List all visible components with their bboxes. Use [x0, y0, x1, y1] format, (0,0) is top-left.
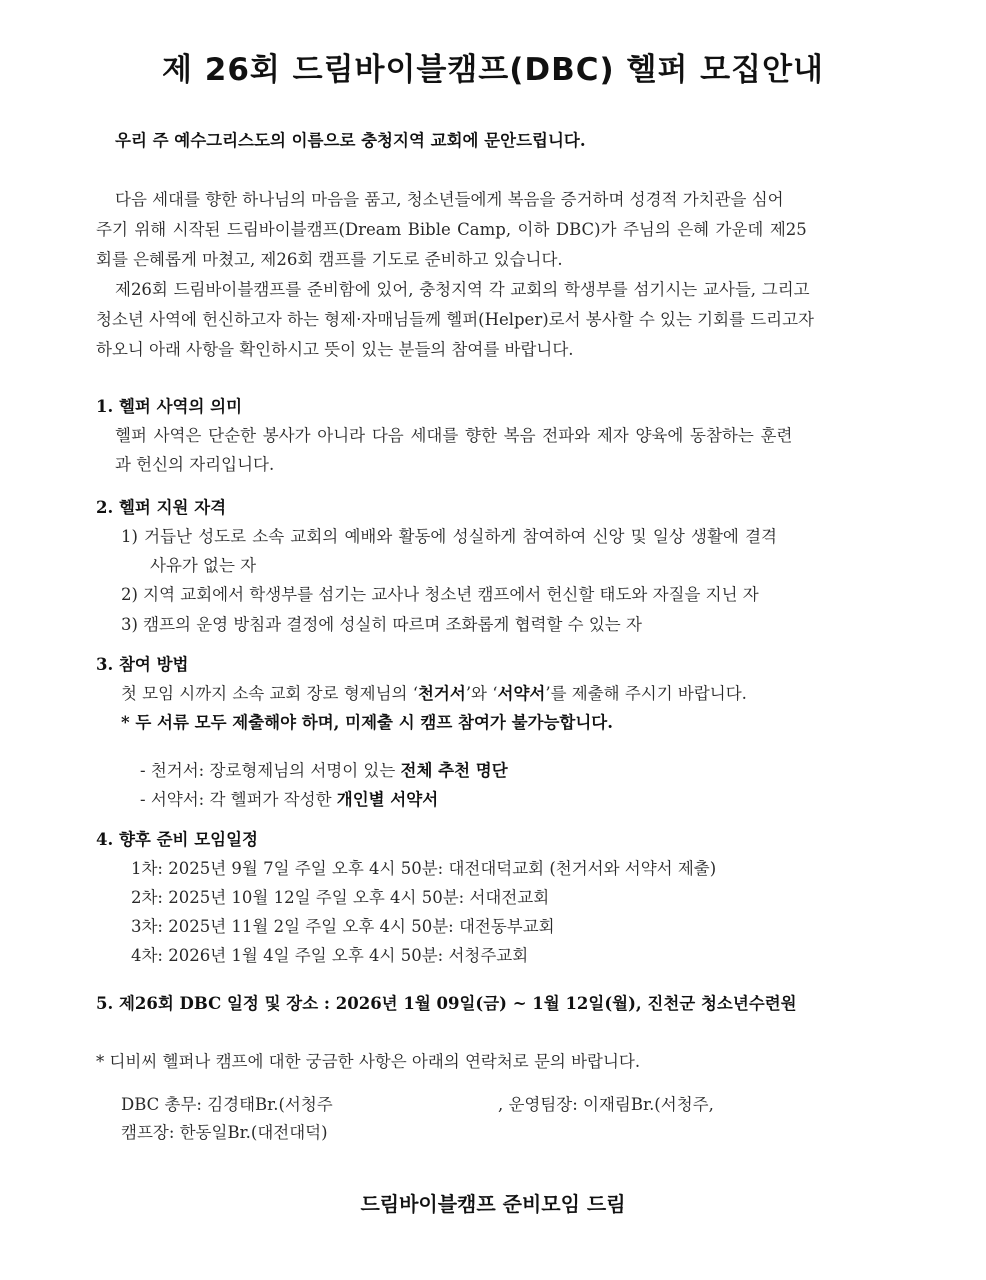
participation-text — [121, 683, 747, 705]
contact-line: , 운영팀장: 이재림Br.(서청주, — [498, 1095, 714, 1114]
qualification-item: 3) 캠프의 운영 방침과 결정에 성실히 따르며 조화롭게 협력할 수 있는 자 — [121, 615, 642, 634]
text-segment: ’와 ‘ — [465, 684, 498, 703]
intro-line — [115, 189, 890, 211]
document-detail — [140, 789, 438, 811]
section-heading: 3. 참여 방법 — [96, 655, 189, 674]
meeting-item: 3차: 2025년 11월 2일 주일 오후 4시 50분: 대전동부교회 — [131, 917, 555, 936]
qualification-item: 1) 거듭난 성도로 소속 교회의 예배와 활동에 성실하게 참여하여 신앙 및 일상 생활에 결격 — [121, 527, 777, 546]
meeting-item: 4차: 2026년 1월 4일 주일 오후 4시 50분: 서청주교회 — [131, 946, 529, 965]
recommendation-form: 천거서 — [417, 684, 466, 703]
intro-line: 하오니 아래 사항을 확인하시고 뜻이 있는 분들의 참여를 바랍니다. — [96, 340, 574, 359]
text-segment: - 서약서: 각 헬퍼가 작성한 — [140, 790, 337, 809]
intro-line: 주기 위해 시작된 드림바이블캠프(Dream Bible Camp, 이하 DBC)가 주님의 은혜 가운데 제25 — [96, 220, 807, 239]
closing-signature: 드림바이블캠프 준비모임 드림 — [360, 1192, 626, 1216]
page-title: 제 26회 드림바이블캠프(DBC) 헬퍼 모집안내 — [162, 52, 824, 88]
qualification-item: 2) 지역 교회에서 학생부를 섬기는 교사나 청소년 캠프에서 헌신할 태도와 자질을 지닌 자 — [121, 585, 759, 604]
section-heading: 5. 제26회 DBC 일정 및 장소 : 2026년 1월 09일(금) ~ 1월 12일(월), 진천군 청소년수련원 — [96, 994, 797, 1013]
section-text: 과 헌신의 자리입니다. — [115, 455, 275, 474]
text-segment: 첫 모임 시까지 소속 교회 장로 형제님의 ‘ — [121, 684, 418, 703]
text-segment: - 천거서: 장로형제님의 서명이 있는 — [140, 761, 401, 780]
warning-note: * 두 서류 모두 제출해야 하며, 미제출 시 캠프 참여가 불가능합니다. — [121, 713, 613, 732]
section-heading: 2. 헬퍼 지원 자격 — [96, 498, 227, 517]
intro-text: 다음 세대를 향한 하나님의 마음을 품고, 청소년들에게 복음을 증거하며 성경적 가치관을 심어 — [115, 190, 784, 209]
contact-note: * 디비씨 헬퍼나 캠프에 대한 궁금한 사항은 아래의 연락처로 문의 바랍니다. — [96, 1052, 641, 1071]
intro-line: 회를 은혜롭게 마쳤고, 제26회 캠프를 기도로 준비하고 있습니다. — [96, 250, 563, 269]
meeting-item: 1차: 2025년 9월 7일 주일 오후 4시 50분: 대전대덕교회 (천거서와 서약서 제출) — [131, 859, 717, 878]
greeting: 우리 주 예수그리스도의 이름으로 충청지역 교회에 문안드립니다. — [115, 131, 586, 150]
meeting-item: 2차: 2025년 10월 12일 주일 오후 4시 50분: 서대전교회 — [131, 888, 550, 907]
section-text: 헬퍼 사역은 단순한 봉사가 아니라 다음 세대를 향한 복음 전파와 제자 양육에 동참하는 훈련 — [115, 426, 793, 445]
document-detail — [140, 760, 508, 782]
intro-line: 청소년 사역에 헌신하고자 하는 형제·자매님들께 헬퍼(Helper)로서 봉사할 수 있는 기회를 드리고자 — [96, 310, 814, 329]
qualification-item: 사유가 없는 자 — [150, 556, 257, 575]
intro-line: 제26회 드림바이블캠프를 준비함에 있어, 충청지역 각 교회의 학생부를 섬기시는 교사들, 그리고 — [115, 280, 810, 299]
section-heading: 4. 향후 준비 모임일정 — [96, 830, 258, 849]
contact-line: DBC 총무: 김경태Br.(서청주 — [121, 1095, 333, 1114]
text-segment: ’를 제출해 주시기 바랍니다. — [545, 684, 747, 703]
pledge-form: 서약서 — [497, 684, 546, 703]
text-emphasis: 전체 추천 명단 — [400, 761, 508, 780]
text-emphasis: 개인별 서약서 — [336, 790, 439, 809]
contact-line: 캠프장: 한동일Br.(대전대덕) — [121, 1123, 328, 1142]
section-heading: 1. 헬퍼 사역의 의미 — [96, 397, 243, 416]
